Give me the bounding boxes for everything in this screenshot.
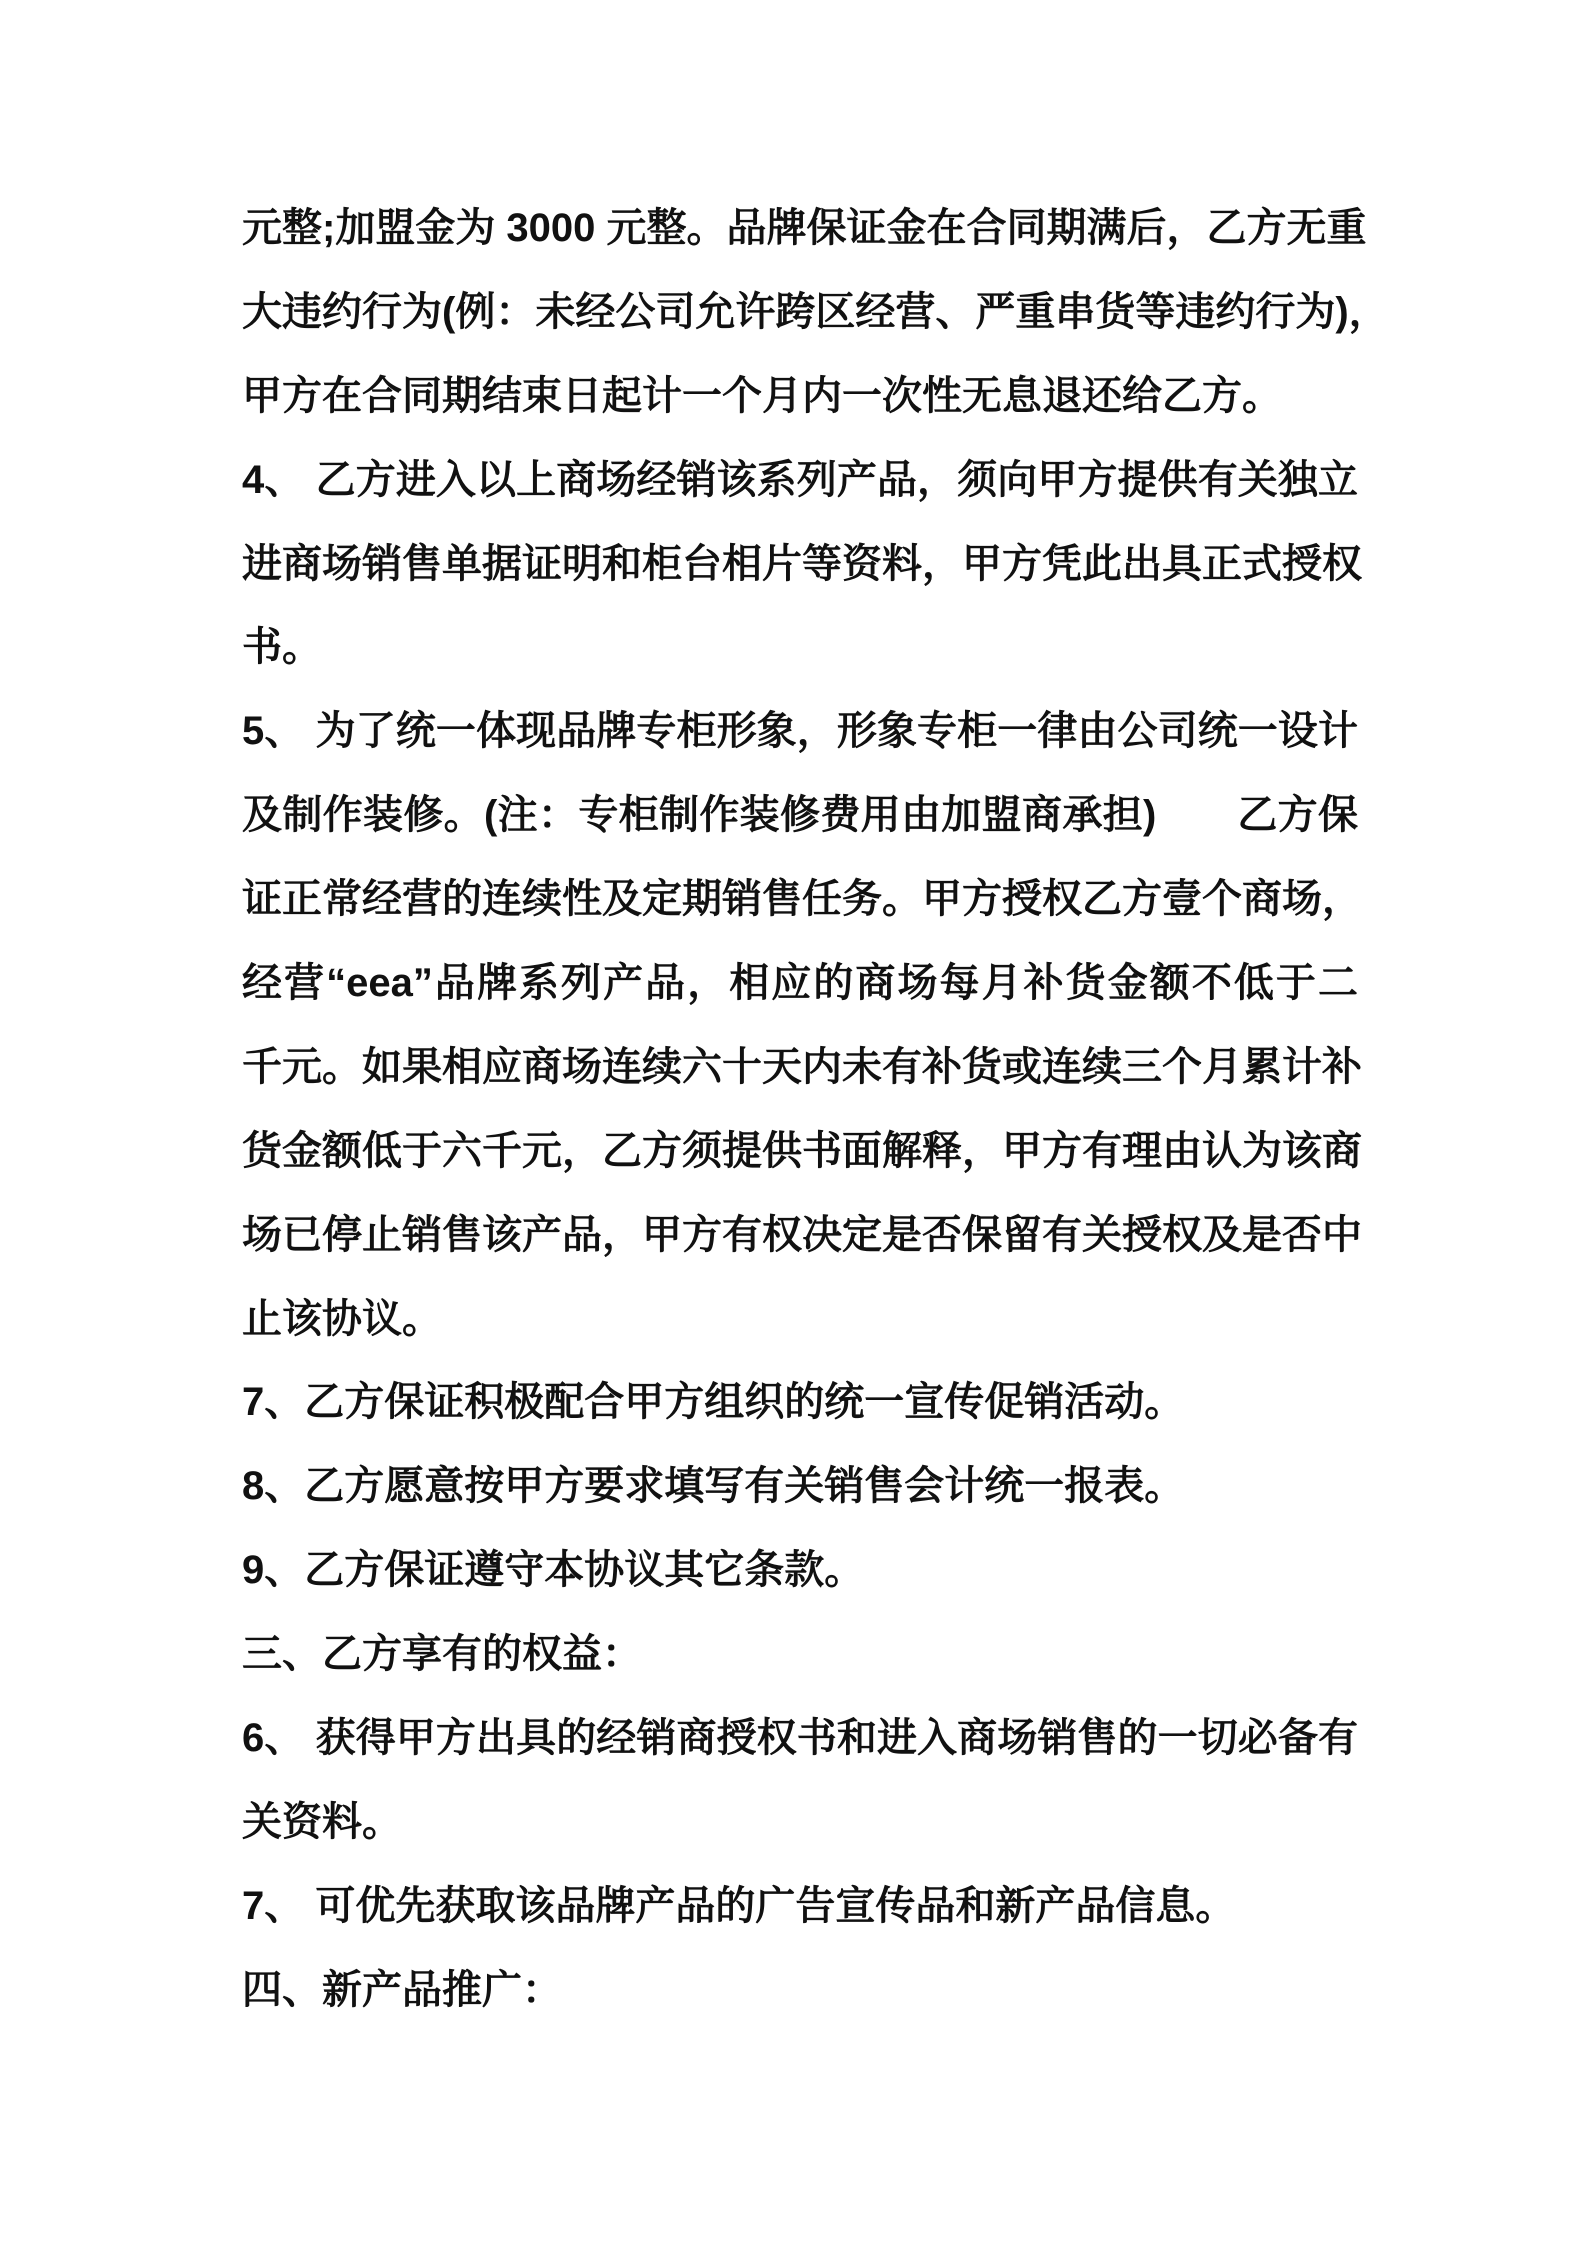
document-body <box>242 187 1389 2033</box>
text-line: 8、乙方愿意按甲方要求填写有关销售会计统一报表。 <box>242 1464 1185 1509</box>
text-line: 进商场销售单据证明和柜台相片等资料，甲方凭此出具正式授权 <box>242 541 1362 586</box>
section-4-heading <box>242 1949 1358 2033</box>
paragraph-deposit-terms <box>242 187 1389 439</box>
text-line: 证正常经营的连续性及定期销售任务。甲方授权乙方壹个商场， <box>242 877 1362 922</box>
text-line: 5、 为了统一体现品牌专柜形象，形象专柜一律由公司统一设计 <box>242 709 1358 754</box>
clause-9-compliance <box>242 1529 1358 1613</box>
text-line: 7、乙方保证积极配合甲方组织的统一宣传促销活动。 <box>242 1380 1185 1425</box>
clause-4 <box>242 439 1362 691</box>
text-line: 6、 获得甲方出具的经销商授权书和进入商场销售的一切必备有 <box>242 1716 1358 1761</box>
text-line: 9、乙方保证遵守本协议其它条款。 <box>242 1548 865 1593</box>
rights-7 <box>242 1865 1358 1949</box>
rights-6 <box>242 1697 1358 1865</box>
text-line: 甲方在合同期结束日起计一个月内一次性无息退还给乙方。 <box>242 373 1282 418</box>
text-line: 止该协议。 <box>242 1296 442 1341</box>
clause-7-promotion <box>242 1361 1358 1445</box>
section-3-heading <box>242 1613 1358 1697</box>
text-line: 千元。如果相应商场连续六十天内未有补货或连续三个月累计补 <box>242 1044 1362 1089</box>
clause-5 <box>242 690 1362 1361</box>
text-line: 及制作装修。(注：专柜制作装修费用由加盟商承担) 乙方保 <box>242 793 1358 838</box>
text-line: 大违约行为(例：未经公司允许跨区经营、严重串货等违约行为)， <box>242 289 1389 334</box>
text-line: 元整;加盟金为 3000 元整。品牌保证金在合同期满后，乙方无重 <box>242 206 1367 250</box>
clause-8-reports <box>242 1445 1358 1529</box>
text-line: 场已停止销售该产品，甲方有权决定是否保留有关授权及是否中 <box>242 1212 1362 1257</box>
text-line: 4、 乙方进入以上商场经销该系列产品，须向甲方提供有关独立 <box>242 457 1358 502</box>
text-line: 四、新产品推广： <box>242 1967 562 2012</box>
text-line: 7、 可优先获取该品牌产品的广告宣传品和新产品信息。 <box>242 1883 1236 1928</box>
text-line: 经营“eea”品牌系列产品，相应的商场每月补货金额不低于二 <box>242 961 1358 1006</box>
text-line: 书。 <box>242 625 322 670</box>
text-line: 关资料。 <box>242 1799 402 1844</box>
text-line: 货金额低于六千元，乙方须提供书面解释，甲方有理由认为该商 <box>242 1128 1362 1173</box>
text-line: 三、乙方享有的权益： <box>242 1632 642 1677</box>
